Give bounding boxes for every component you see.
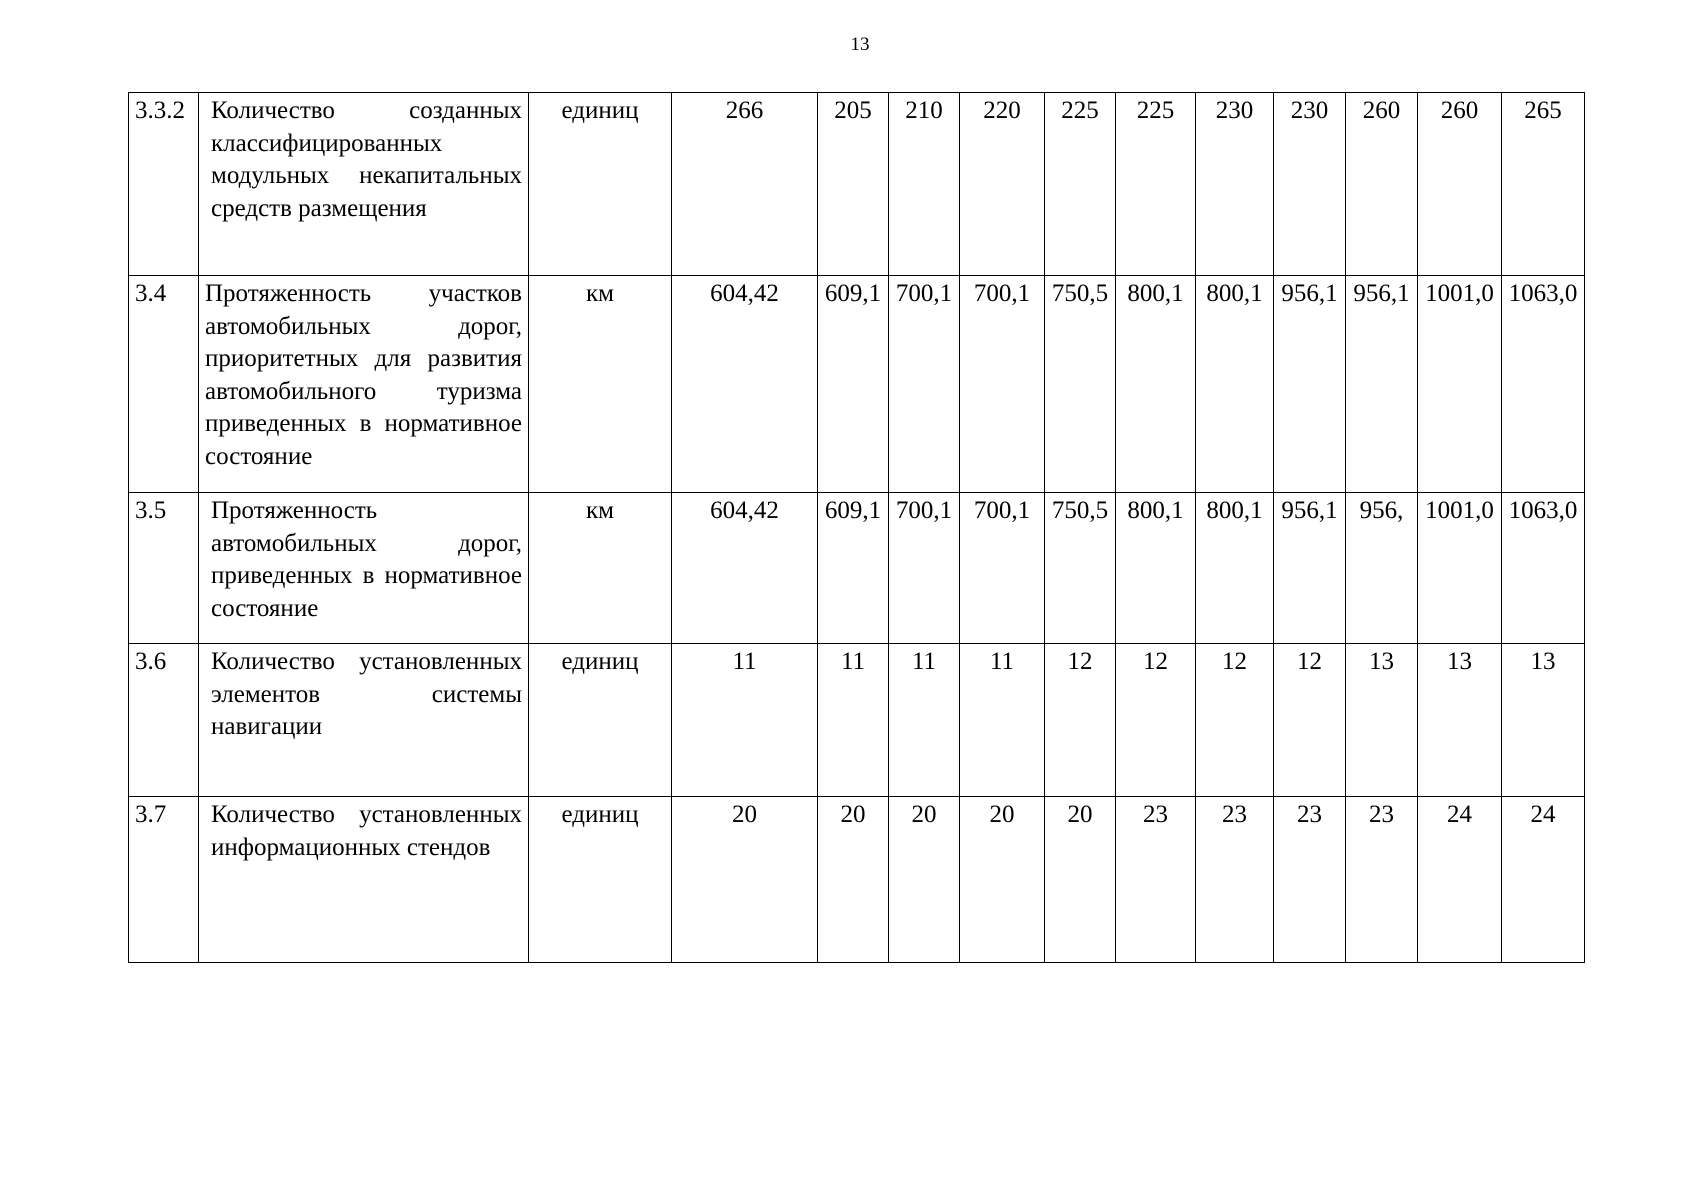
value-cell: 800,1 [1196,276,1274,493]
value-cell: 604,42 [672,493,818,644]
value-cell: 24 [1502,797,1585,963]
value-cell: 609,1 [818,493,889,644]
indicator-name: Количество созданных классифицированных модульных некапитальных средств размещения [199,93,529,276]
row-number: 3.7 [129,797,199,963]
table-row [129,797,1585,963]
value-cell: 700,1 [889,493,960,644]
value-cell: 23 [1346,797,1418,963]
value-cell: 220 [960,93,1045,276]
value-cell: 13 [1502,644,1585,797]
value-cell: 604,42 [672,276,818,493]
indicator-name: Протяженность участков автомобильных дорог, приоритетных для развития автомобильного туризма приведенных в нормативное состояние [199,276,529,493]
row-number: 3.5 [129,493,199,644]
value-cell: 956,1 [1346,276,1418,493]
value-cell: 260 [1346,93,1418,276]
value-cell: 11 [889,644,960,797]
value-cell: 12 [1196,644,1274,797]
value-cell: 23 [1196,797,1274,963]
indicators-table [128,92,1585,963]
indicator-name: Количество установленных элементов системы навигации [199,644,529,797]
value-cell: 750,5 [1045,493,1116,644]
value-cell: 1001,0 [1418,493,1502,644]
value-cell: 800,1 [1116,493,1196,644]
table-row [129,493,1585,644]
value-cell: 266 [672,93,818,276]
value-cell: 800,1 [1116,276,1196,493]
unit-cell: км [529,493,672,644]
row-number: 3.4 [129,276,199,493]
value-cell: 1063,0 [1502,493,1585,644]
table-row [129,93,1585,276]
unit-cell: км [529,276,672,493]
unit-cell: единиц [529,93,672,276]
value-cell: 210 [889,93,960,276]
value-cell: 205 [818,93,889,276]
value-cell: 750,5 [1045,276,1116,493]
value-cell: 20 [960,797,1045,963]
unit-cell: единиц [529,644,672,797]
table-row [129,276,1585,493]
value-cell: 1001,0 [1418,276,1502,493]
row-number: 3.6 [129,644,199,797]
value-cell: 11 [960,644,1045,797]
value-cell: 11 [672,644,818,797]
value-cell: 700,1 [960,276,1045,493]
value-cell: 12 [1274,644,1346,797]
value-cell: 13 [1346,644,1418,797]
value-cell: 23 [1274,797,1346,963]
value-cell: 225 [1116,93,1196,276]
value-cell: 230 [1196,93,1274,276]
value-cell: 800,1 [1196,493,1274,644]
value-cell: 23 [1116,797,1196,963]
value-cell: 230 [1274,93,1346,276]
value-cell: 260 [1418,93,1502,276]
value-cell: 956,1 [1274,493,1346,644]
value-cell: 609,1 [818,276,889,493]
indicator-name: Протяженность автомобильных дорог, приведенных в нормативное состояние [199,493,529,644]
value-cell: 700,1 [889,276,960,493]
value-cell: 12 [1116,644,1196,797]
value-cell: 956,1 [1274,276,1346,493]
value-cell: 225 [1045,93,1116,276]
indicator-name: Количество установленных информационных стендов [199,797,529,963]
value-cell: 265 [1502,93,1585,276]
value-cell: 20 [672,797,818,963]
value-cell: 20 [818,797,889,963]
value-cell: 13 [1418,644,1502,797]
unit-cell: единиц [529,797,672,963]
row-number: 3.3.2 [129,93,199,276]
value-cell: 20 [1045,797,1116,963]
value-cell: 956, [1346,493,1418,644]
value-cell: 12 [1045,644,1116,797]
value-cell: 20 [889,797,960,963]
table-row [129,644,1585,797]
value-cell: 24 [1418,797,1502,963]
value-cell: 11 [818,644,889,797]
page-number: 13 [850,34,870,55]
value-cell: 1063,0 [1502,276,1585,493]
value-cell: 700,1 [960,493,1045,644]
